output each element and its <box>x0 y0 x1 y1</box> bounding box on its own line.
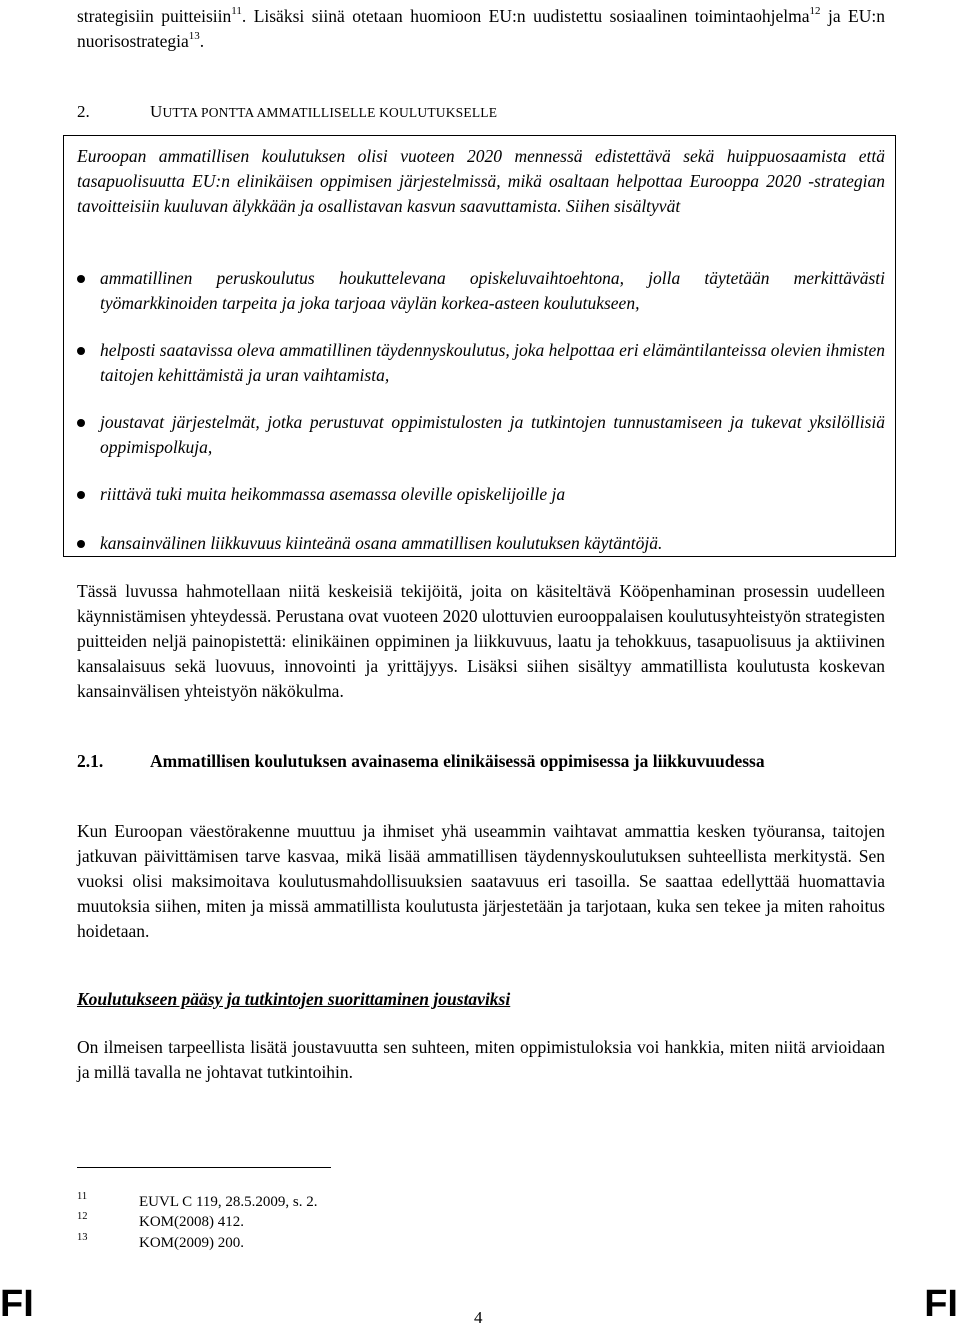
subsection-number: 2.1. <box>77 751 104 771</box>
bullet-item: joustavat järjestelmät, jotka perustuvat oppimistulosten ja tutkintojen tunnustamiseen ja tukevat yksilöllisiä oppimispolkuja, <box>100 412 885 457</box>
body-paragraph: Tässä luvussa hahmotellaan niitä keskeisiä tekijöitä, joita on käsiteltävä Kööpenhaminan prosessin uudelleen käynnistämisen yhteydessä. Perustana ovat vuoteen 2020 ulottuvien eurooppalaisen koulutusyhteistyön strategisten puitteiden neljä painopistettä: elinikäinen oppiminen ja liikkuvuus, laatu ja tehokkuus, tasapuolisuus ja aktiivinen kansalaisuus sekä luovuus, innovointi ja yrittäjyys. Lisäksi siihen sisältyy ammatillista koulutusta koskevan kansainvälisen yhteistyön näkökulma. <box>77 581 885 701</box>
language-code-right: FI <box>924 1283 958 1325</box>
bullet-icon <box>77 419 85 427</box>
footnote-ref-11[interactable]: 11 <box>231 5 242 18</box>
intro-paragraph: strategisiin puitteisiin$^{11}$. Lisäksi siinä otetaan huomioon EU:n uudistettu sosiaalinen toimintaohjelma$^{12}$ ja EU:n nuorisostrategia$^{13}$. <box>77 5 886 51</box>
section-number: 2. <box>77 102 90 121</box>
footnote-number: 11 <box>77 1191 88 1202</box>
footnote-ref-13[interactable]: 13 <box>188 30 200 43</box>
subsection-title: Ammatillisen koulutuksen avainasema elinikäisessä oppimisessa ja liikkuvuudessa <box>150 751 765 771</box>
body-paragraph: On ilmeisen tarpeellista lisätä joustavuutta sen suhteen, miten oppimistuloksia voi hankkia, miten niitä arvioidaan ja millä tavalla ne johtavat tutkintoihin. <box>77 1037 885 1082</box>
footnote-number: 12 <box>77 1211 88 1222</box>
bullet-icon <box>77 347 85 355</box>
bullet-item: helposti saatavissa oleva ammatillinen täydennyskoulutus, joka helpottaa eri elämäntilanteissa olevien ihmisten taitojen kehittämistä ja uran vaihtamista, <box>100 340 885 385</box>
bullet-item: ammatillinen peruskoulutus houkuttelevana opiskeluvaihtoehtona, jolla täytetään merkittävästi työmarkkinoiden tarpeita ja joka tarjoaa väylän korkea-asteen koulutukseen, <box>100 268 885 313</box>
section-title: UUTTA PONTTA AMMATILLISELLE KOULUTUKSELLE <box>150 102 498 121</box>
italic-heading: Koulutukseen pääsy ja tutkintojen suorittaminen joustaviksi <box>77 989 511 1009</box>
footnote-text: EUVL C 119, 28.5.2009, s. 2. <box>139 1194 318 1210</box>
footnote-text: KOM(2009) 200. <box>139 1235 244 1251</box>
bullet-item: kansainvälinen liikkuvuus kiinteänä osana ammatillisen koulutuksen käytäntöjä. <box>100 533 663 553</box>
bullet-icon <box>77 275 85 283</box>
footnote-separator <box>77 1167 331 1168</box>
footnote-text: KOM(2008) 412. <box>139 1214 244 1230</box>
body-paragraph: Kun Euroopan väestörakenne muuttuu ja ihmiset yhä useammin vaihtavat ammattia kesken työuransa, taitojen jatkuvan päivittämisen tarve kasvaa, mikä lisää ammatillisen täydennyskoulutuksen suhteellista merkitystä. Sen vuoksi olisi maksimoitava koulutusmahdollisuuksien saatavuus eri tasoilla. Se saattaa edellyttää huomattavia muutoksia siihen, miten ja missä ammatillista koulutusta järjestetään ja tarjotaan, kuka sen tekee ja miten rahoitus hoidetaan. <box>77 821 885 941</box>
bullet-icon <box>77 491 85 499</box>
footnote-number: 13 <box>77 1232 88 1243</box>
bullet-icon <box>77 540 85 548</box>
summary-box-intro: Euroopan ammatillisen koulutuksen olisi vuoteen 2020 mennessä edistettävä sekä huippuosaamista että tasapuolisuutta EU:n elinikäisen oppimisen järjestelmissä, mikä osaltaan helpottaa Eurooppa 2020 -strategian tavoitteisiin kuuluvan älykkään ja osallistavan kasvun saavuttamista. Siihen sisältyvät <box>77 146 885 216</box>
bullet-item: riittävä tuki muita heikommassa asemassa oleville opiskelijoille ja <box>100 484 566 504</box>
page-number: 4 <box>474 1308 483 1327</box>
footnote-ref-12[interactable]: 12 <box>809 5 821 18</box>
language-code-left: FI <box>0 1283 34 1325</box>
